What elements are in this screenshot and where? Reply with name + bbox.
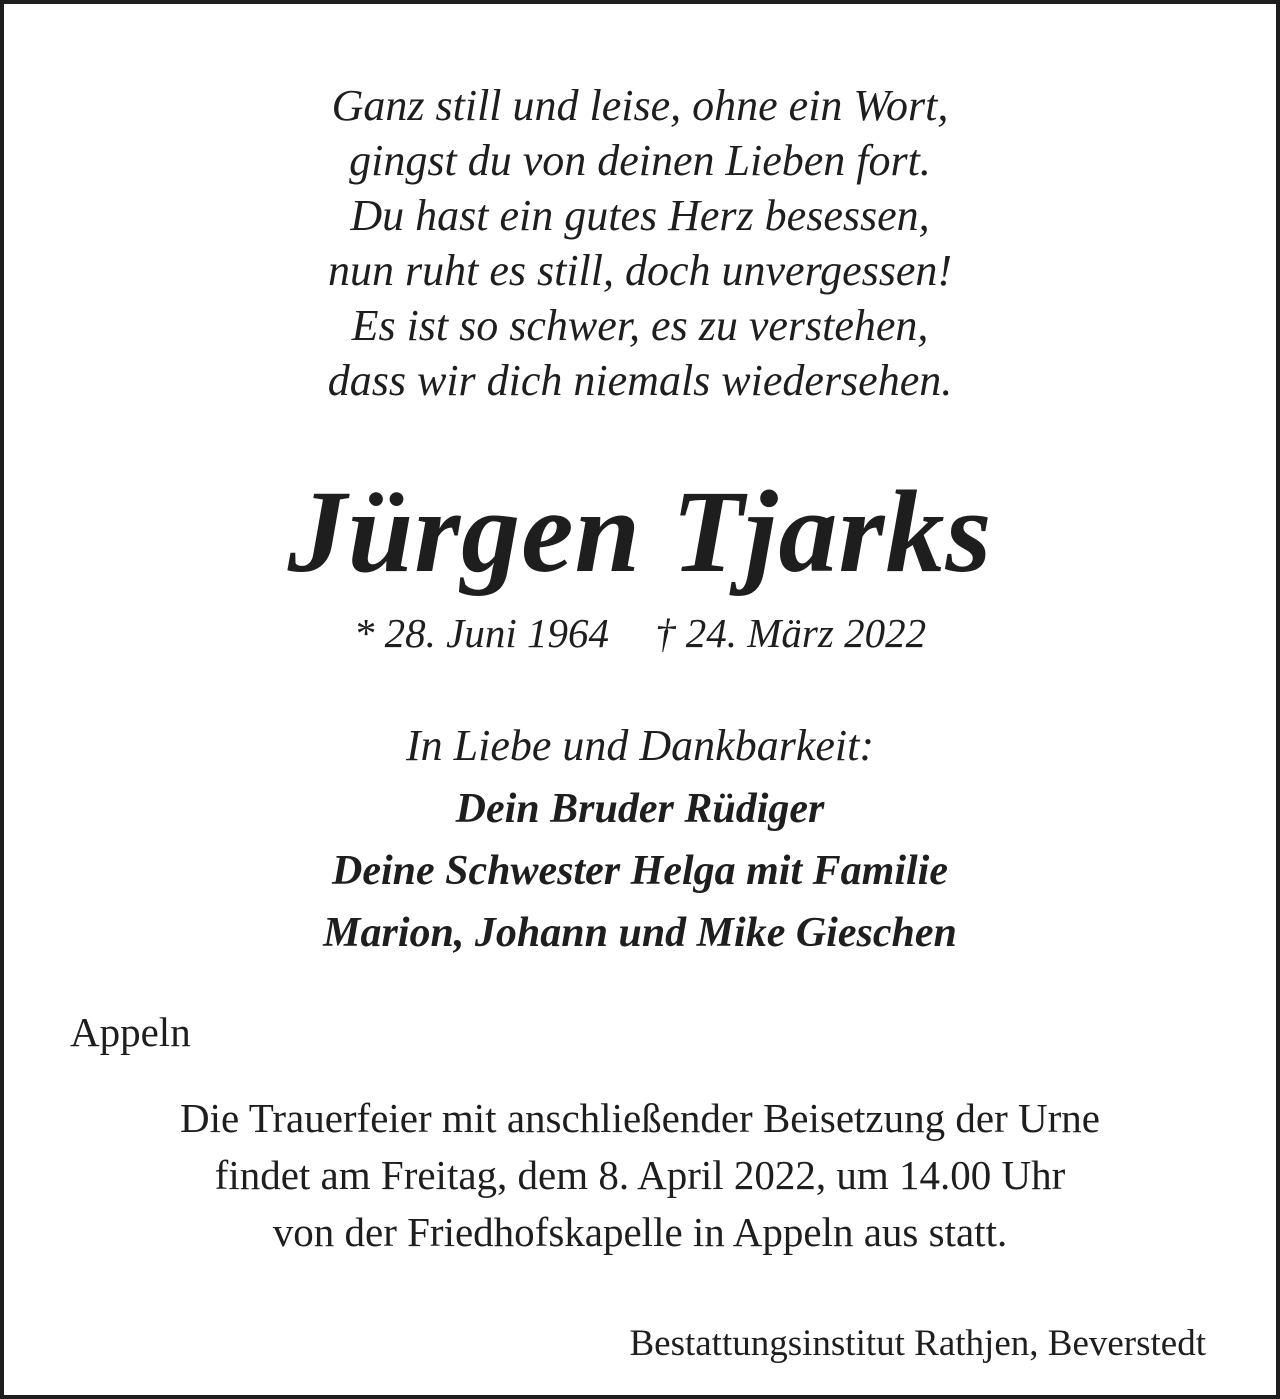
location: Appeln	[70, 1009, 191, 1055]
poem-line: dass wir dich niemals wiedersehen.	[327, 356, 953, 405]
mourner-line: Deine Schwester Helga mit Familie	[332, 848, 948, 894]
poem-line: Es ist so schwer, es zu verstehen,	[351, 301, 929, 350]
service-line: findet am Freitag, dem 8. April 2022, um 14.00 Uhr	[214, 1152, 1066, 1198]
deceased-name: Jürgen Tjarks	[287, 466, 993, 597]
death-date: † 24. März 2022	[655, 610, 927, 656]
mourner-line: Marion, Johann und Mike Gieschen	[323, 910, 957, 956]
life-dates	[0, 608, 1280, 658]
undertaker: Bestattungsinstitut Rathjen, Beverstedt	[629, 1323, 1206, 1364]
poem-line: Du hast ein gutes Herz besessen,	[350, 191, 930, 240]
funeral-service-info	[0, 1090, 1280, 1261]
poem	[0, 78, 1280, 408]
poem-line: nun ruht es still, doch unvergessen!	[327, 246, 953, 295]
dedication: In Liebe und Dankbarkeit:	[406, 721, 874, 770]
birth-date: * 28. Juni 1964	[353, 610, 609, 656]
service-line: Die Trauerfeier mit anschließender Beisetzung der Urne	[180, 1095, 1100, 1141]
poem-line: gingst du von deinen Lieben fort.	[349, 136, 931, 185]
mourner-line: Dein Bruder Rüdiger	[455, 786, 825, 832]
mourners	[0, 778, 1280, 964]
poem-line: Ganz still und leise, ohne ein Wort,	[331, 81, 949, 130]
service-line: von der Friedhofskapelle in Appeln aus statt.	[272, 1209, 1008, 1255]
